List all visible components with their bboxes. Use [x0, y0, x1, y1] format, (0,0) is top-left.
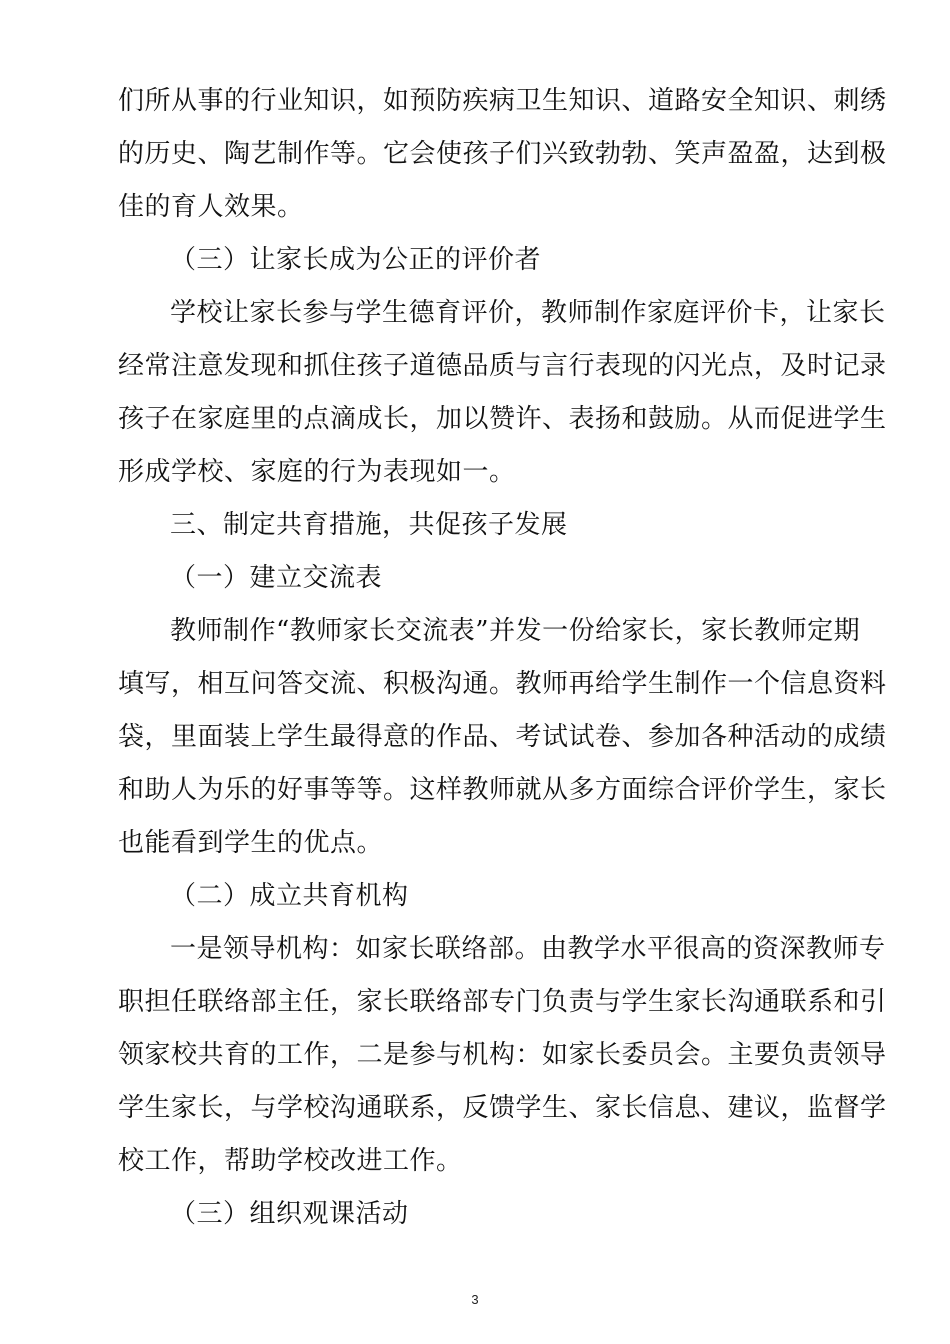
body-text-line: 袋，里面装上学生最得意的作品、考试试卷、参加各种活动的成绩	[118, 722, 887, 752]
body-text-line: 和助人为乐的好事等等。这样教师就从多方面综合评价学生，家长	[118, 775, 887, 805]
page-number: 3	[471, 1292, 479, 1307]
body-text-line: 们所从事的行业知识，如预防疾病卫生知识、道路安全知识、刺绣	[118, 86, 887, 116]
body-text-line: 校工作，帮助学校改进工作。	[118, 1146, 463, 1176]
body-text-line: 也能看到学生的优点。	[118, 828, 384, 858]
subheading: （二）成立共育机构	[170, 881, 409, 911]
body-text-line: 教师制作“教师家长交流表”并发一份给家长，家长教师定期	[170, 616, 861, 646]
body-text-line: 职担任联络部主任，家长联络部专门负责与学生家长沟通联系和引	[118, 987, 887, 1017]
subheading: （三）让家长成为公正的评价者	[170, 245, 542, 275]
body-text-line: 的历史、陶艺制作等。它会使孩子们兴致勃勃、笑声盈盈，达到极	[118, 139, 887, 169]
body-text-line: 孩子在家庭里的点滴成长，加以赞许、表扬和鼓励。从而促进学生	[118, 404, 887, 434]
body-text-line: 佳的育人效果。	[118, 192, 304, 222]
body-text-line: 领家校共育的工作，二是参与机构：如家长委员会。主要负责领导	[118, 1040, 887, 1070]
section-heading: 三、制定共育措施，共促孩子发展	[170, 510, 568, 540]
body-text-line: 形成学校、家庭的行为表现如一。	[118, 457, 516, 487]
body-text-line: 学生家长，与学校沟通联系，反馈学生、家长信息、建议，监督学	[118, 1093, 887, 1123]
body-text-line: 经常注意发现和抓住孩子道德品质与言行表现的闪光点，及时记录	[118, 351, 887, 381]
subheading: （三）组织观课活动	[170, 1199, 409, 1229]
subheading: （一）建立交流表	[170, 563, 383, 593]
body-text-line: 一是领导机构：如家长联络部。由教学水平很高的资深教师专	[170, 934, 886, 964]
body-text-line: 填写，相互问答交流、积极沟通。教师再给学生制作一个信息资料	[118, 669, 887, 699]
body-text-line: 学校让家长参与学生德育评价，教师制作家庭评价卡，让家长	[170, 298, 886, 328]
